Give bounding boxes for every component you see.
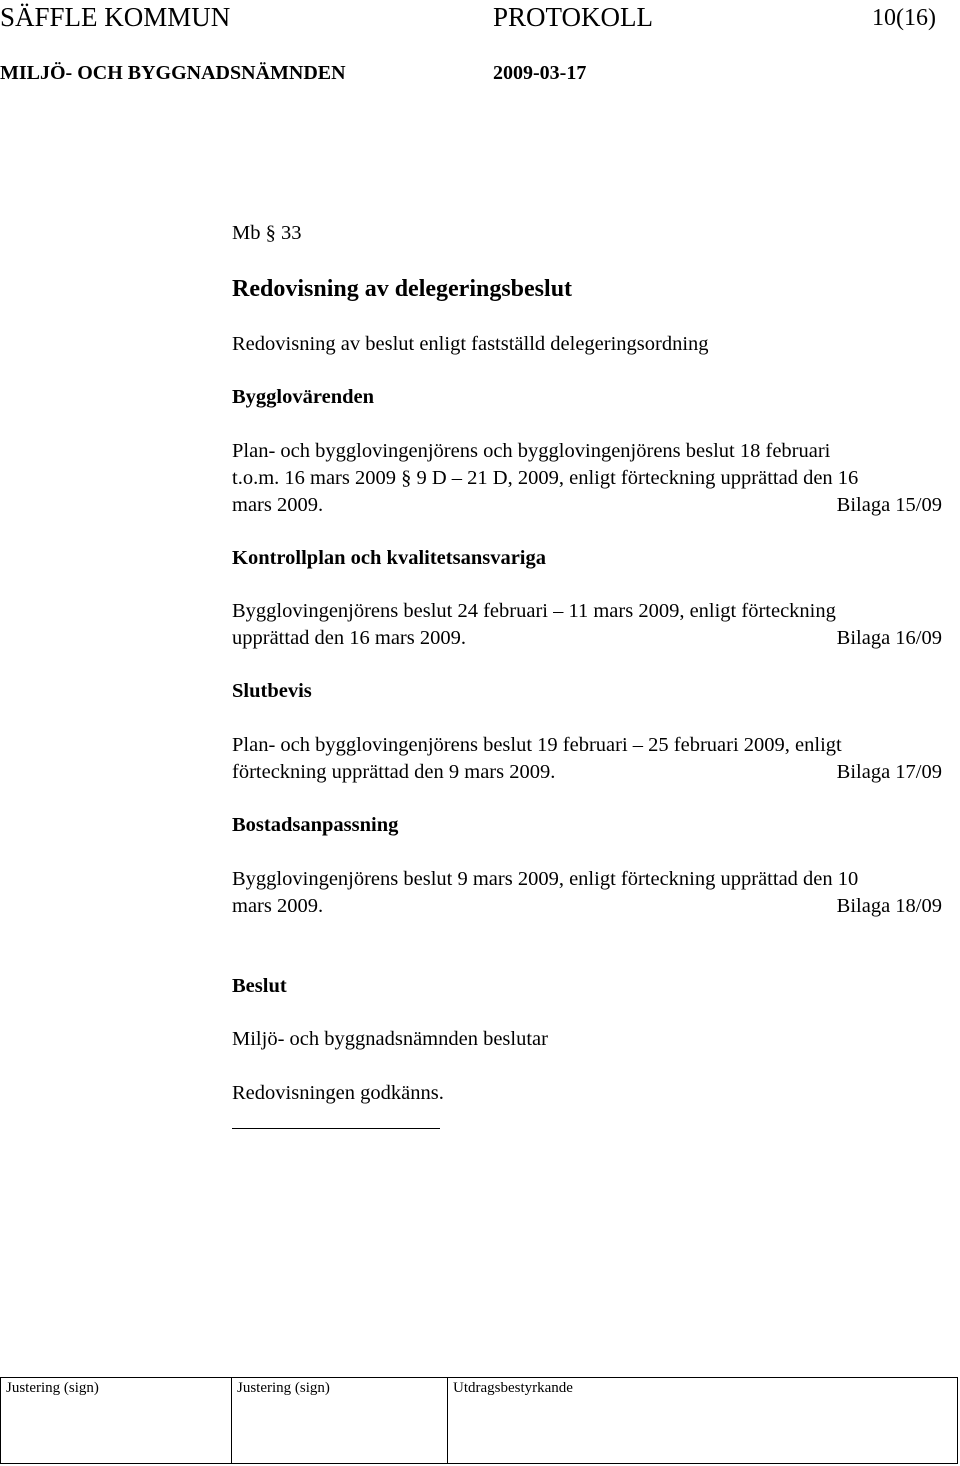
section-line-text: förteckning upprättad den 9 mars 2009.: [232, 761, 556, 783]
decision-text: Miljö- och byggnadsnämnden beslutar: [232, 1028, 548, 1050]
paragraph-reference: Mb § 33: [232, 222, 302, 244]
section-last-line: [232, 895, 942, 918]
municipality-name: SÄFFLE KOMMUN: [0, 2, 231, 32]
decision-outcome: Redovisningen godkänns.: [232, 1082, 444, 1104]
section-heading-kontrollplan: Kontrollplan och kvalitetsansvariga: [232, 547, 546, 569]
section-line: Plan- och bygglovingenjörens beslut 19 februari – 25 februari 2009, enligt: [232, 734, 842, 756]
appendix-ref: Bilaga 15/09: [836, 494, 942, 516]
signature-cell-utdragsbestyrkande: [448, 1378, 957, 1463]
document-title: Redovisning av delegeringsbeslut: [232, 276, 573, 302]
section-heading-bostadsanpassning: Bostadsanpassning: [232, 814, 399, 836]
signature-label: Utdragsbestyrkande: [453, 1380, 573, 1396]
section-heading-bygglovarenden: Bygglovärenden: [232, 386, 374, 408]
section-line: Bygglovingenjörens beslut 24 februari – 11 mars 2009, enligt förteckning: [232, 600, 836, 622]
appendix-ref: Bilaga 16/09: [836, 627, 942, 649]
signature-cell-justering-2: [232, 1378, 448, 1463]
section-line: t.o.m. 16 mars 2009 § 9 D – 21 D, 2009, enligt förteckning upprättad den 16: [232, 467, 859, 489]
meeting-date: 2009-03-17: [493, 62, 587, 84]
signature-box: [0, 1377, 958, 1464]
page-number: 10(16): [872, 5, 936, 31]
decision-heading: Beslut: [232, 975, 287, 997]
signature-label: Justering (sign): [6, 1380, 99, 1396]
signature-cell-justering-1: [1, 1378, 232, 1463]
document-type: PROTOKOLL: [493, 2, 654, 32]
section-line-text: mars 2009.: [232, 494, 324, 516]
section-heading-slutbevis: Slutbevis: [232, 680, 312, 702]
section-last-line: [232, 761, 942, 784]
section-line: Plan- och bygglovingenjörens och bygglovingenjörens beslut 18 februari: [232, 440, 831, 462]
committee-name: MILJÖ- OCH BYGGNADSNÄMNDEN: [0, 62, 346, 84]
end-rule: [232, 1128, 440, 1129]
signature-label: Justering (sign): [237, 1380, 330, 1396]
appendix-ref: Bilaga 18/09: [836, 895, 942, 917]
section-line: Bygglovingenjörens beslut 9 mars 2009, enligt förteckning upprättad den 10: [232, 868, 859, 890]
appendix-ref: Bilaga 17/09: [836, 761, 942, 783]
section-line-text: upprättad den 16 mars 2009.: [232, 627, 466, 649]
section-line-text: mars 2009.: [232, 895, 324, 917]
section-last-line: [232, 627, 942, 650]
intro-text: Redovisning av beslut enligt fastställd delegeringsordning: [232, 333, 709, 355]
section-last-line: [232, 494, 942, 517]
